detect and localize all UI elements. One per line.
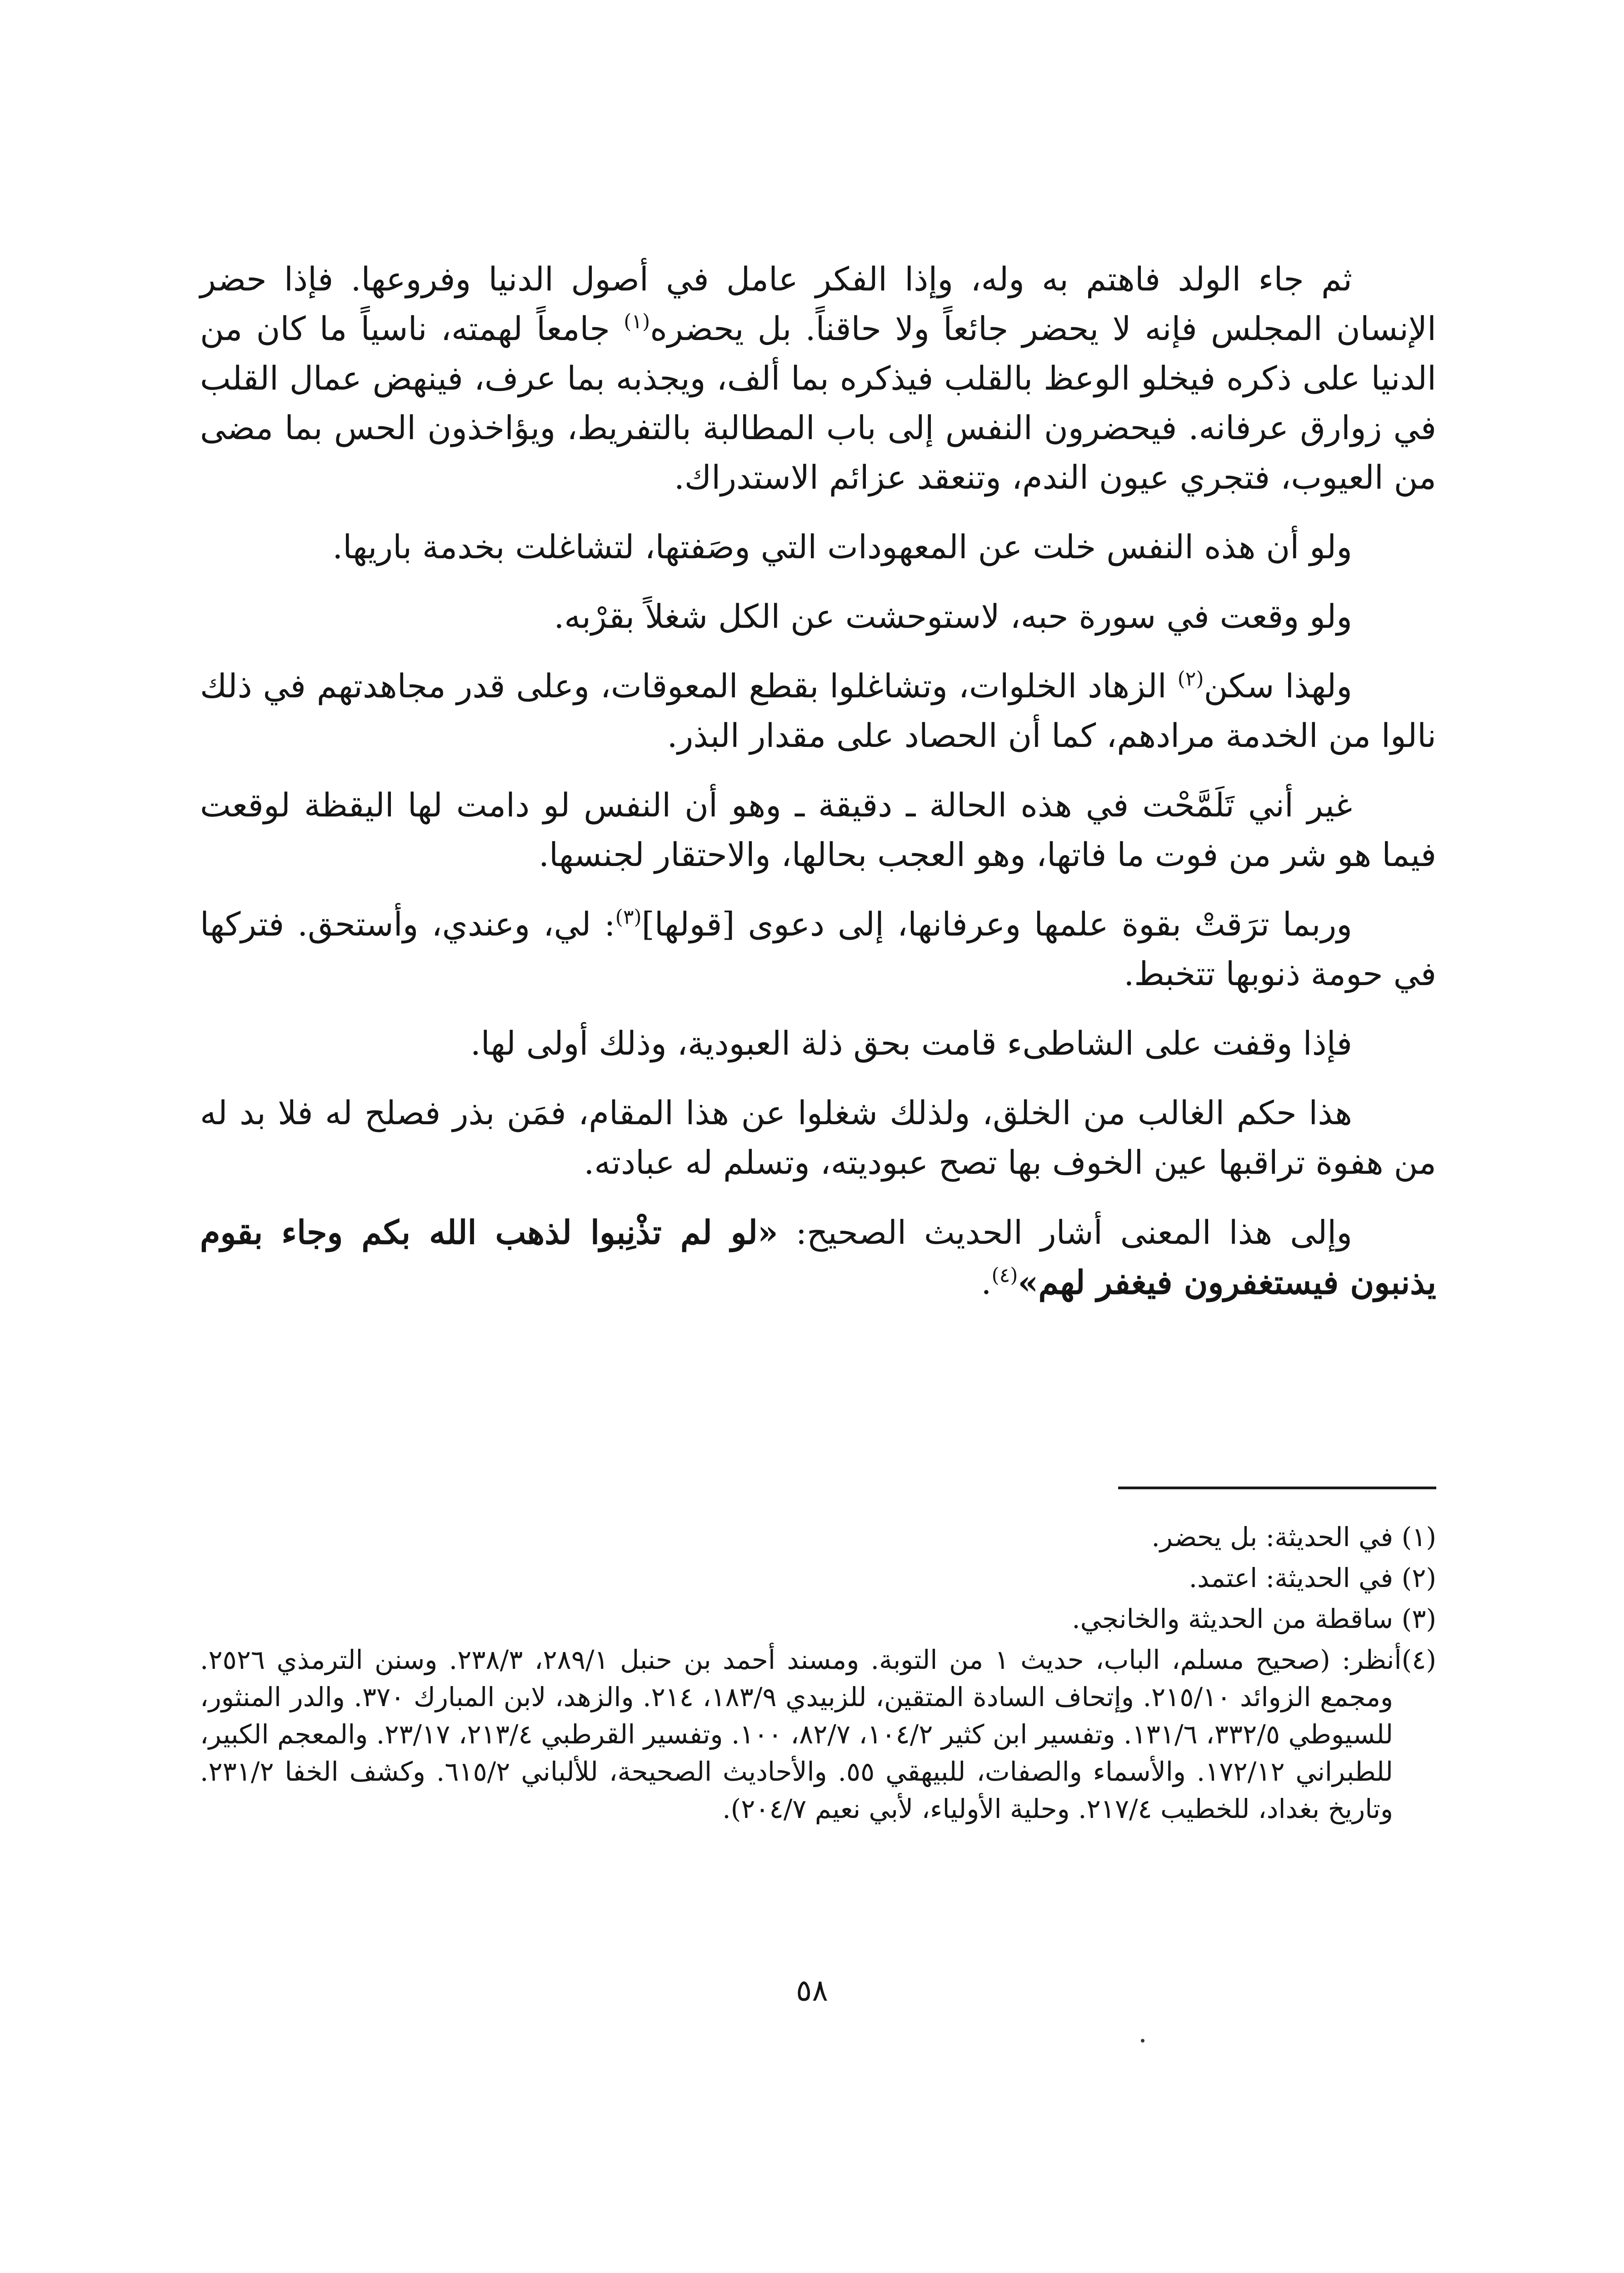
footnote-text: أنظر: (صحيح مسلم، الباب، حديث ١ من التوبة. ومسند أحمد بن حنبل ٢٨٩/١، ٢٣٨/٣. وسنن الترمذي ٢٥٢٦. ومجمع الزوائد ٢١٥/١٠. وإتحاف السادة المتقين، للزبيدي ١٨٣/٩، ٢١٤. والزهد، لابن المبارك ٣٧٠. والدر المنثور، للسيوطي ٣٣٢/٥، ١٣١/٦. وتفسير ابن كثير ١٠٤/٢، ٨٢/٧، ١٠٠. وتفسير القرطبي ٢١٣/٤، ٢٣/١٧. والمعجم الكبير، للطبراني ١٧٢/١٢. والأسماء والصفات، للبيهقي ٥٥. والأحاديث الصحيحة، للألباني ٦١٥/٢. وكشف الخفا ٢٣١/٢. وتاريخ بغداد، للخطيب ٢١٧/٤. وحلية الأولياء، لأبي نعيم ٢٠٤/٧).	[200, 1644, 1402, 1824]
page-number: ٥٨	[796, 1973, 828, 2008]
footnote-number: (٢)	[1401, 1562, 1436, 1593]
footnote	[200, 1518, 1436, 1556]
text-segment: ثم جاء الولد فاهتم به وله، وإذا الفكر عامل في أصول الدنيا وفروعها. فإذا حضر الإنسان المجلس فإنه لا يحضر جائعاً ولا حاقناً. بل يحضره	[200, 260, 1436, 348]
footnote-ref: (٣)	[615, 906, 642, 929]
text-segment: جامعاً لهمته، ناسياً ما كان من الدنيا على ذكره فيخلو الوعظ بالقلب فيذكره بما ألف، ويجذبه بما عرف، فينهض عمال القلب في زوارق عرفانه. فيحضرون النفس إلى باب المطالبة بالتفريط، ويؤاخذون الحس بما مضى من العيوب، فتجري عيون الندم، وتنعقد عزائم الاستدراك.	[200, 310, 1436, 496]
text-segment: ولهذا سكن	[1204, 667, 1352, 705]
footnote-ref: (١)	[624, 310, 650, 333]
text-segment: غير أني تَلَمَّحْت في هذه الحالة ـ دقيقة ـ وهو أن النفس لو دامت لها اليقظة لوقعت فيما هو شر من فوت ما فاتها، وهو العجب بحالها، والاحتقار لجنسها.	[200, 786, 1436, 874]
text-segment: وربما ترَقتْ بقوة علمها وعرفانها، إلى دعوى [قولها]	[641, 905, 1352, 943]
print-speck	[1141, 2039, 1144, 2043]
paragraph	[200, 781, 1436, 880]
footnote-separator	[1118, 1487, 1436, 1489]
text-segment: .	[981, 1263, 992, 1302]
footnote-number: (٤)	[1401, 1644, 1436, 1675]
text-segment: وإلى هذا المعنى أشار الحديث الصحيح:	[778, 1213, 1352, 1252]
footnote-ref: (٢)	[1177, 667, 1204, 691]
text-segment: هذا حكم الغالب من الخلق، ولذلك شغلوا عن هذا المقام، فمَن بذر فصلح له فلا بد له من هفوة تراقبها عين الخوف بها تصح عبوديته، وتسلم له عبادته.	[200, 1094, 1436, 1182]
paragraph	[200, 255, 1436, 502]
footnote-ref: (٤)	[991, 1264, 1018, 1287]
paragraph	[200, 1207, 1436, 1307]
text-segment: ولو وقعت في سورة حبه، لاستوحشت عن الكل شغلاً بقرْبه.	[554, 597, 1352, 636]
main-text	[200, 255, 1436, 1327]
hadith-quote: «لو لم تذْنِبوا لذهب الله بكم وجاء بقوم يذنبون فيستغفرون فيغفر لهم»	[200, 1213, 1436, 1302]
paragraph	[200, 900, 1436, 999]
paragraph	[200, 661, 1436, 761]
text-segment: ولو أن هذه النفس خلت عن المعهودات التي وصَفتها، لتشاغلت بخدمة باريها.	[332, 528, 1352, 566]
footnotes	[200, 1518, 1436, 1831]
footnote-text: في الحديثة: اعتمد.	[1189, 1562, 1402, 1593]
footnote	[200, 1559, 1436, 1597]
footnote	[200, 1600, 1436, 1637]
footnote-number: (٣)	[1401, 1603, 1436, 1634]
paragraph	[200, 522, 1436, 572]
footnote-text: في الحديثة: بل يحضر.	[1151, 1522, 1402, 1552]
footnote-text: ساقطة من الحديثة والخانجي.	[1072, 1603, 1402, 1634]
paragraph	[200, 1088, 1436, 1187]
paragraph	[200, 592, 1436, 641]
text-segment: : لي، وعندي، وأستحق. فتركها في حومة ذنوبها تتخبط.	[200, 905, 1436, 993]
paragraph	[200, 1019, 1436, 1068]
text-segment: الزهاد الخلوات، وتشاغلوا بقطع المعوقات، وعلى قدر مجاهدتهم في ذلك نالوا من الخدمة مرادهم، كما أن الحصاد على مقدار البذر.	[200, 667, 1436, 755]
footnote	[200, 1641, 1436, 1827]
footnote-number: (١)	[1401, 1522, 1436, 1552]
text-segment: فإذا وقفت على الشاطىء قامت بحق ذلة العبودية، وذلك أولى لها.	[470, 1024, 1352, 1062]
